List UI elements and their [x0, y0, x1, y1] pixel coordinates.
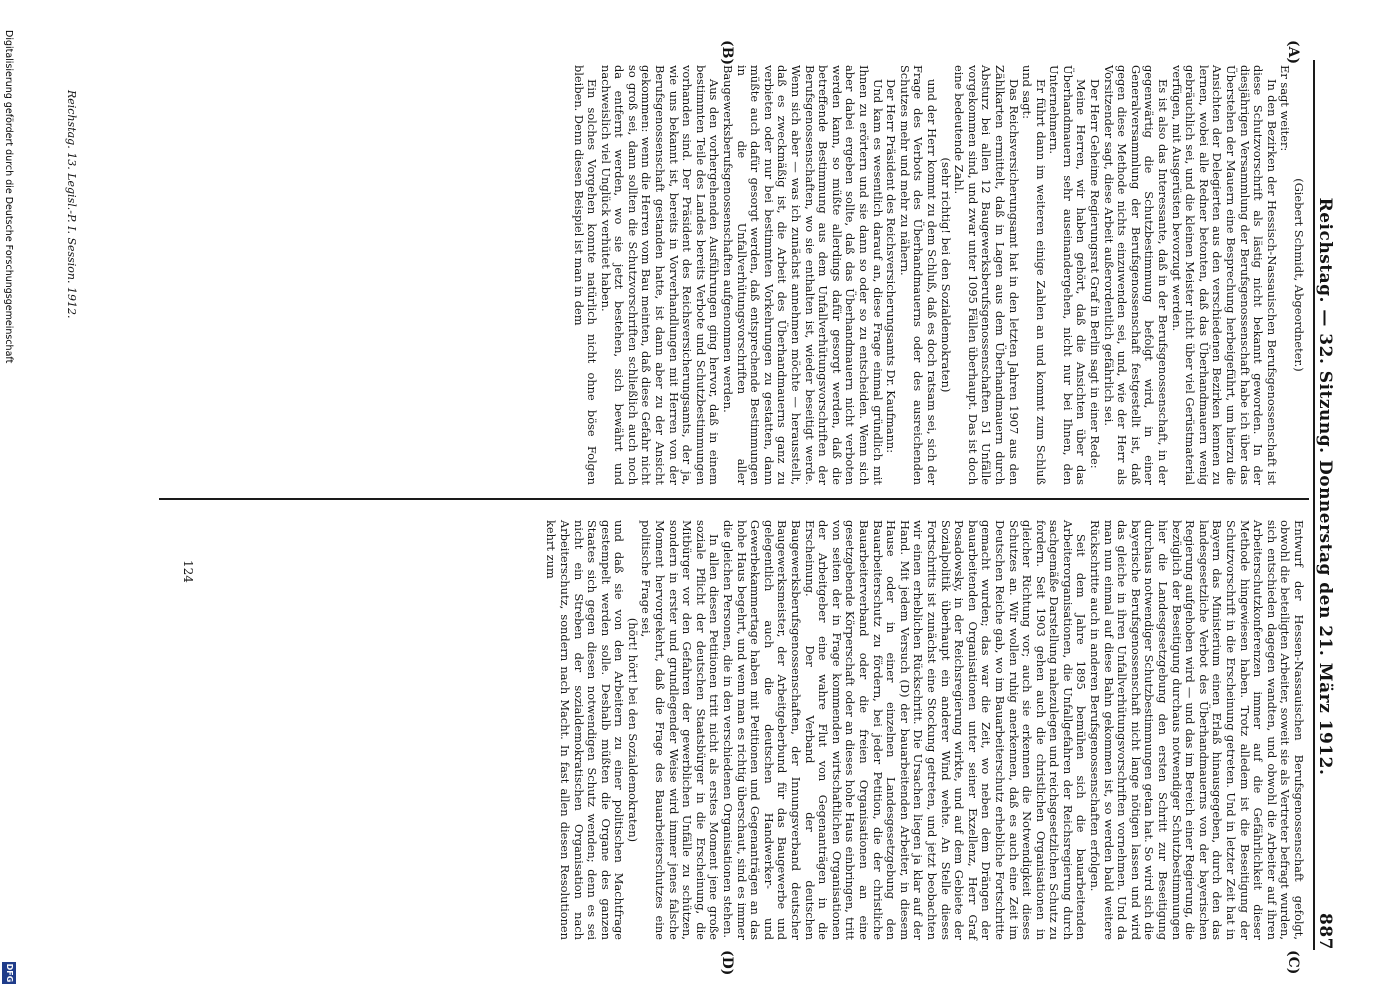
margin-mark-b: (B) — [719, 40, 735, 66]
paragraph: Er führt dann im weiteren einige Zahlen an und kommt zum Schluß und sagt: — [1020, 65, 1048, 485]
paragraph: Es ist also das Interessante, daß in der Berufsgenossenschaft, in der gegenwärtig die Schutzbestimmung befolgt wird, in einer Generalversammlung der Berufsgenossenschaft festgestellt ist, daß gegen diese Methode nichts einzuwenden sei, und, wie der Herr als Vorsitzender sagt, diese Arbeit außerordentlich gefährlich sei. — [1101, 65, 1171, 485]
paragraph: Aus den vorhergehenden Ausführungen ging hervor, daß in einem bestimmten Teile des Landes bereits Verbote und Schutzbestimmungen vorhanden sind. Der Präsident des Reichsversicherungsamts, der ja, wie uns bekannt ist, bereits in Vorverhandlungen mit Herren von der Berufsgenossenschaft gestanden hatte, ist dann aber zu der Ansicht gekommen: wenn die Herren vom Bau meinten, daß diese Gefahr nicht so groß sei, dann sollten die Schutzvorschriften schließlich auch noch da entfernt werden, wo sie jetzt bestehen, sich bewährt und nachweislich viel Unglück verhütet haben. — [598, 65, 722, 485]
digitization-credit-bar — [0, 0, 13, 1000]
paragraph: Das Reichsversicherungsamt hat in den letzten Jahren 1907 aus den Zählkarten ermittelt, daß in Lagen aus dem Überhandmauern durch Absturz bei allen 12 Baugewerksberufsgenossenschaften 51 Unfälle vorgekommen sind, und zwar unter 1095 Fällen überhaupt. Das ist doch eine bedeutende Zahl. — [952, 65, 1021, 485]
paragraph: In allen diesen Petitionen tritt nicht als erstes Moment jene große soziale Pflicht der deutschen Staatsbürger in die Erscheinung, die Mitbürger vor den Gefahren der gewerblichen Unfälle zu schützen, sondern in erster und grundlegender Weise wird immer jenes falsche Moment hervorgekehrt, daß die Frage des Bauarbeiterschutzes eine politische Frage sei, — [639, 520, 722, 940]
paragraph: Er sagt weiter: — [1278, 65, 1293, 152]
running-header — [1313, 60, 1345, 950]
interjection: (hört! hört! bei den Sozialdemokraten) — [625, 617, 640, 843]
paragraph: Seit dem Jahre 1895 bemühen sich die bauarbeitenden Arbeiterorganisationen, die Unfallgefahren der Reichsregierung durch sachgemäße Darstellung nahezulegen und reichsgesetzlichen Schutz zu fordern. Seit 1903 gehen auch die christlichen Organisationen in gleicher Richtung vor; auch sie erkennen die Notwendigkeit dieses Schutzes an. Wir wollen ruhig anerkennen, daß es auch eine Zeit im Deutschen Reiche gab, wo im Bauarbeiterschutz erhebliche Fortschritte gemacht wurden; das war die Zeit, wo neben dem Drängen der bauarbeitenden Organisationen unter seiner Exzellenz, Herr Graf Posadowsky, in der Reichsregierung wirkte, und auf dem Gebiete der Sozialpolitik überhaupt ein anderer Wind wehte. An Stelle dieses Fortschritts ist zunächst eine Stockung getreten, und jetzt beobachten wir einen erheblichen Rückschritt. Die Ursachen liegen ja klar auf der Hand. Mit jedem Versuch (D) der bauarbeitenden Arbeiter, in diesem Hause oder in einer einzelnen Landesgesetzgebung den Bauarbeiterschutz zu fördern, bei jeder Petition, die der christliche Bauarbeiterverband oder die freien Organisationen an eine gesetzgebende Körperschaft oder an dieses hohe Haus einbringen, tritt von seiten der in Frage kommenden wirtschaftlichen Organisationen der Arbeitgeber eine wahre Flut von Gegenanträgen in die Erscheinung. Der Verband der deutschen Baugewerksberufsgenossenschaften, der Innungsverband deutscher Baugewerksmeister, der Arbeitgeberbund für das Baugewerbe und gelegentlich auch die deutschen Handwerker- und Gewerbekammertage haben mit Petitionen und Gegenanträgen an das hohe Haus begehrt, und wenn man es richtig überschaut, sind es immer die gleichen Personen, die in den verschiedenen Organisationen stehen. — [721, 520, 1089, 940]
page-number: 124 — [181, 560, 195, 583]
speaker-note: (Giebert Schmidt, Abgeordneter.) — [1292, 178, 1306, 372]
paragraph: und daß sie von den Arbeitern zu einer politischen Machtfrage gestempelt werden solle. Deshalb müßten die Organe des ganzen Staates sich gegen diesen notwendigen Schutz wenden; denn es sei nicht ein Streben der sozialdemokratischen Organisation nach Arbeiterschutz, sondern nach Macht. In fast allen diesen Resolutionen kehrt zum — [544, 520, 627, 940]
paragraph: Der Herr Präsident des Reichsversicherungsamts Dr. Kaufmann: — [884, 79, 899, 454]
paragraph: In den Bezirken der Hessisch-Nassauischen Berufsgenossenschaft ist diese Schutzvorschrift als lästig nicht bekannt geworden. In der diesjährigen Versammlung der Berufsgenossenschaft habe ich über das Überstehen der Mauern eine Besprechung herbeigeführt, um hierzu die Ansichten der Delegierten aus den verschiedenen Bezirken kennen zu lernen, wobei alle Redner betonten, daß das Überhandmauern wenig gebräuchlich sei, und die kleinen Meister nicht über viel Gerüstmaterial verfügen, mit Ausgerüsten bevorzugt werden. — [1169, 65, 1279, 485]
margin-mark-d: (D) — [719, 950, 735, 976]
header-title: Reichstag. — 32. Sitzung. Donnerstag den 21. März 1912. — [1315, 197, 1335, 776]
header-page-number: 887 — [1315, 913, 1335, 950]
dfg-logo: DFG — [2, 962, 16, 984]
left-text-column — [571, 65, 1305, 485]
paragraph: Meine Herren, wir haben gehört, daß die Ansichten über das Überhandmauern sehr auseinandergehen, nicht nur bei Ihnen, den Unternehmern. — [1047, 65, 1089, 485]
paragraph: Der Herr Geheime Regierungsrat Graf in Berlin sagt in einer Rede: — [1088, 79, 1103, 469]
margin-mark-c: (C) — [1285, 950, 1301, 975]
paragraph: Und kam es wesentlich darauf an, diese Frage einmal gründlich mit Ihnen zu erörtern und sie dann so oder so zu entscheiden. Wenn sich aber dabei ergeben sollte, daß das Überhandmauern nicht verboten werden kann, so müßte allerdings dafür gesorgt werden, daß die betreffende Bestimmung aus dem Unfallverhütungsvorschriften der Berufsgenossenschaften, wo sie enthalten ist, wieder beseitigt werde. Wenn sich aber — was ich zunächst annehmen möchte — herausstellt, daß es zweckmäßig ist, die Arbeit des Überhandmauerns ganz zu verbieten oder nur bei bestimmten Vorkehrungen zu gestatten, dann müßte auch dafür gesorgt werden, daß entsprechende Bestimmungen in die Unfallverhütungsvorschriften aller Baugewerksberufsgenossenschaften aufgenommen werden. — [721, 65, 885, 485]
margin-mark-a: (A) — [1285, 40, 1301, 65]
right-text-column — [544, 520, 1305, 940]
paragraph: und der Herr kommt zu dem Schluß, daß es doch ratsam sei, sich der Frage des Verbots des Überhandmauerns oder des ausreichenden Schutzes mehr und mehr zu nähern. — [897, 65, 939, 485]
page-footer: Reichstag. 13. Legisl.-P. I. Session. 1912. — [65, 90, 78, 319]
paragraph: Ein solches Vorgehen konnte natürlich nicht ohne böse Folgen bleiben. Denn diesen Beispiel ist man in dem — [571, 65, 600, 485]
digitization-credit: Digitalisierung gefördert durch die Deutsche Forschungsgemeinschaft — [3, 30, 14, 364]
column-divider — [159, 498, 1309, 500]
paragraph: Entwurf der Hessen-Nassauischen Berufsgenossenschaft gefolgt, obwohl die beteiligten Arbeiter, soweit sie als Vertreter befragt wurden, sich entschieden dagegen wandten, und obwohl die Arbeiter auf ihren Arbeiterschutzkonferenzen immer auf die Gefährlichkeit dieser Methode hingewiesen haben. Trotz alledem ist die Beseitigung der Schutzvorschrift in die Erscheinung getreten. Und in letzter Zeit hat in Bayern das Ministerium einen Erlaß hinausgegeben, durch den das landesgesetzliche Verbot des Überhandmauerns von der bayerischen Regierung aufgehoben wird — und das im Bereich einer Regierung, die bezüglich der Beseitigung durchaus notwendiger Schutzbestimmungen hier die Landesgesetzgebung den ersten Schritt zur Beseitigung durchaus notwendiger Schutzbestimmungen getan hat. So wird sich die bayerische Berufsgenossenschaft nicht lange nötigen lassen und wird das gleiche in ihren Unfallverhütungsvorschriften vornehmen. Und da man nun einmal auf diese Bahn gekommen ist, so werden bald weitere Rückschritte auch in anderen Berufsgenossenschaften erfolgen. — [1088, 520, 1306, 940]
interjection: (sehr richtig! bei den Sozialdemokraten) — [938, 157, 953, 393]
